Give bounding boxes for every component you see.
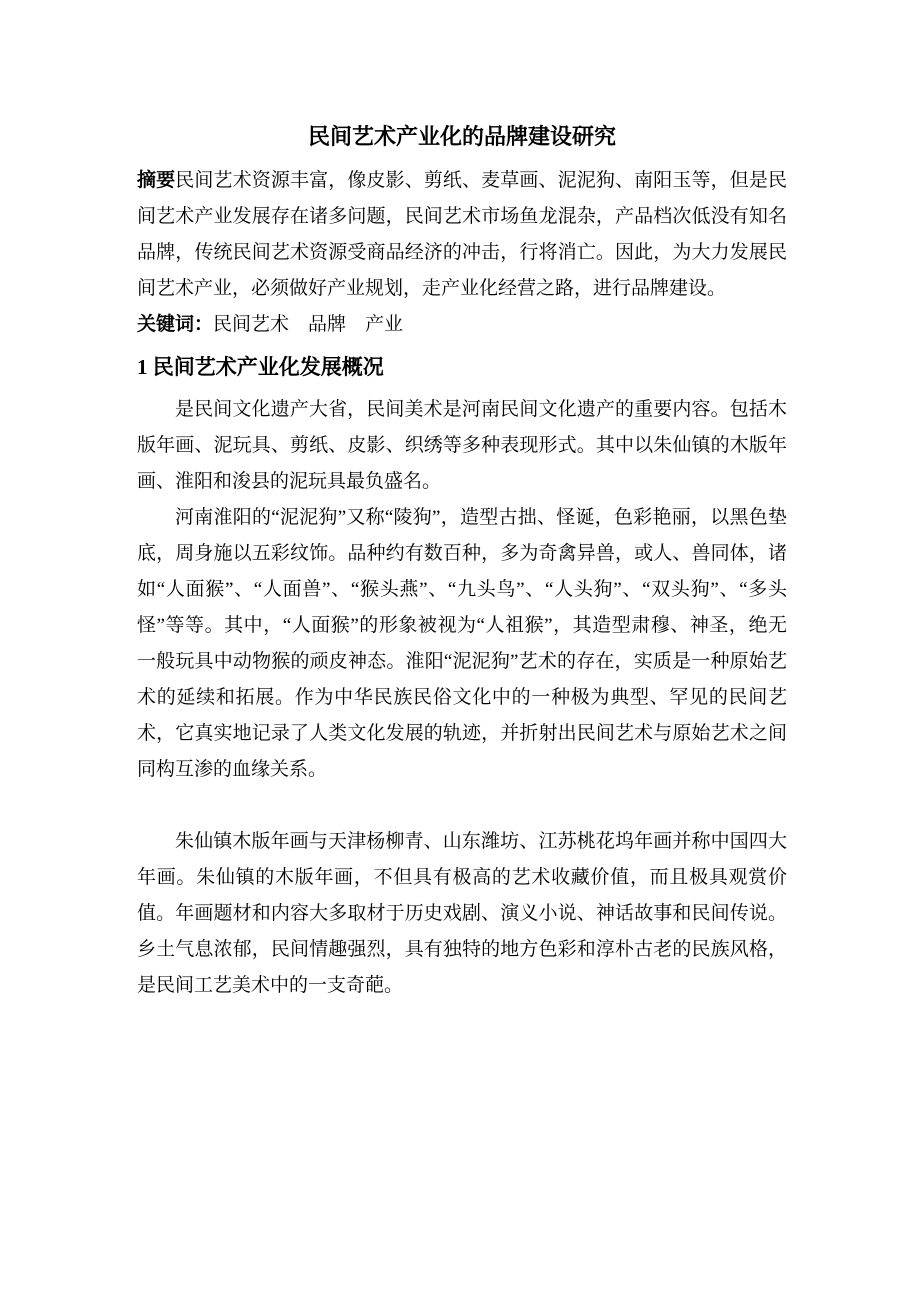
abstract-text: 民间艺术资源丰富，像皮影、剪纸、麦草画、泥泥狗、南阳玉等，但是民间艺术产业发展存在诸多问题，民间艺术市场鱼龙混杂，产品档次低没有知名品牌，传统民间艺术资源受商品经济的冲击，行将消亡。因此，为大力发展民间艺术产业，必须做好产业规划，走产业化经营之路，进行品牌建设。 [137,170,787,299]
abstract-label: 摘要 [137,170,176,191]
paragraph: 朱仙镇木版年画与天津杨柳青、山东潍坊、江苏桃花坞年画并称中国四大年画。朱仙镇的木版年画，不但具有极高的艺术收藏价值，而且极具观赏价值。年画题材和内容大多取材于历史戏剧、演义小说、神话故事和民间传说。乡土气息浓郁，民间情趣强烈，具有独特的地方色彩和淳朴古老的民族风格，是民间工艺美术中的一支奇葩。 [137,831,787,996]
abstract-paragraph [137,163,787,307]
keywords-label: 关键词： [137,314,214,335]
blank-paragraph [137,788,787,824]
keywords-paragraph [137,307,787,343]
paragraph: 是民间文化遗产大省，民间美术是河南民间文化遗产的重要内容。包括木版年画、泥玩具、剪纸、皮影、织绣等多种表现形式。其中以朱仙镇的木版年画、淮阳和浚县的泥玩具最负盛名。 [137,399,787,492]
paragraph: 河南淮阳的“泥泥狗”又称“陵狗”，造型古拙、怪诞，色彩艳丽，以黑色垫底，周身施以五彩纹饰。品种约有数百种，多为奇禽异兽，或人、兽同体，诸如“人面猴”、“人面兽”、“猴头燕”、“九头鸟”、“人头狗”、“双头狗”、“多头怪”等等。其中，“人面猴”的形象被视为“人祖猴”，其造型肃穆、神圣，绝无一般玩具中动物猴的顽皮神态。淮阳“泥泥狗”艺术的存在，实质是一种原始艺术的延续和拓展。作为中华民族民俗文化中的一种极为典型、罕见的民间艺术，它真实地记录了人类文化发展的轨迹，并折射出民间艺术与原始艺术之间同构互渗的血缘关系。 [137,507,787,780]
section-heading: 1 民间艺术产业化发展概况 [137,355,384,379]
keywords-text: 民间艺术 品牌 产业 [213,314,404,335]
document-title: 民间艺术产业化的品牌建设研究 [307,124,616,149]
